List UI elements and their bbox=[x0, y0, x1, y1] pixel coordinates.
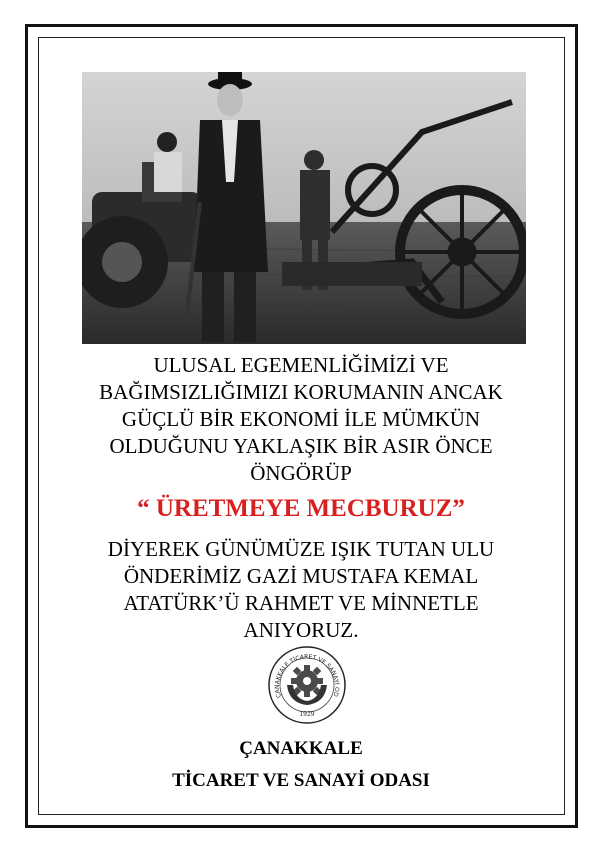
org-line-1: ÇANAKKALE bbox=[239, 738, 363, 759]
gear-hands-emblem-icon bbox=[267, 645, 347, 725]
message-line: OLDUĞUNU YAKLAŞIK BİR ASIR ÖNCE bbox=[109, 434, 493, 458]
organization-name bbox=[40, 733, 562, 797]
message-text bbox=[40, 352, 562, 487]
chamber-logo bbox=[267, 645, 347, 725]
message-line: BAĞIMSIZLIĞIMIZI KORUMANIN ANCAK bbox=[99, 380, 503, 404]
logo-ring-text: ÇANAKKALE TİCARET VE SANAYİ OD bbox=[273, 653, 341, 699]
tribute-text bbox=[40, 536, 562, 644]
photo-illustration bbox=[82, 72, 526, 344]
message-line: GÜÇLÜ BİR EKONOMİ İLE MÜMKÜN bbox=[121, 407, 481, 431]
org-line-2: TİCARET VE SANAYİ ODASI bbox=[172, 770, 430, 791]
message-line: ÖNGÖRÜP bbox=[250, 461, 352, 485]
slogan: “ ÜRETMEYE MECBURUZ” bbox=[137, 495, 465, 522]
logo-year: 1929 bbox=[299, 711, 315, 718]
tribute-line: ÖNDERİMİZ GAZİ MUSTAFA KEMAL bbox=[123, 564, 479, 588]
tribute-line: DİYEREK GÜNÜMÜZE IŞIK TUTAN ULU bbox=[107, 537, 495, 561]
historical-photo bbox=[82, 72, 526, 344]
tribute-line: ANIYORUZ. bbox=[243, 618, 359, 642]
message-line: ULUSAL EGEMENLİĞİMİZİ VE bbox=[153, 353, 449, 377]
tribute-line: ATATÜRK’Ü RAHMET VE MİNNETLE bbox=[123, 591, 479, 615]
